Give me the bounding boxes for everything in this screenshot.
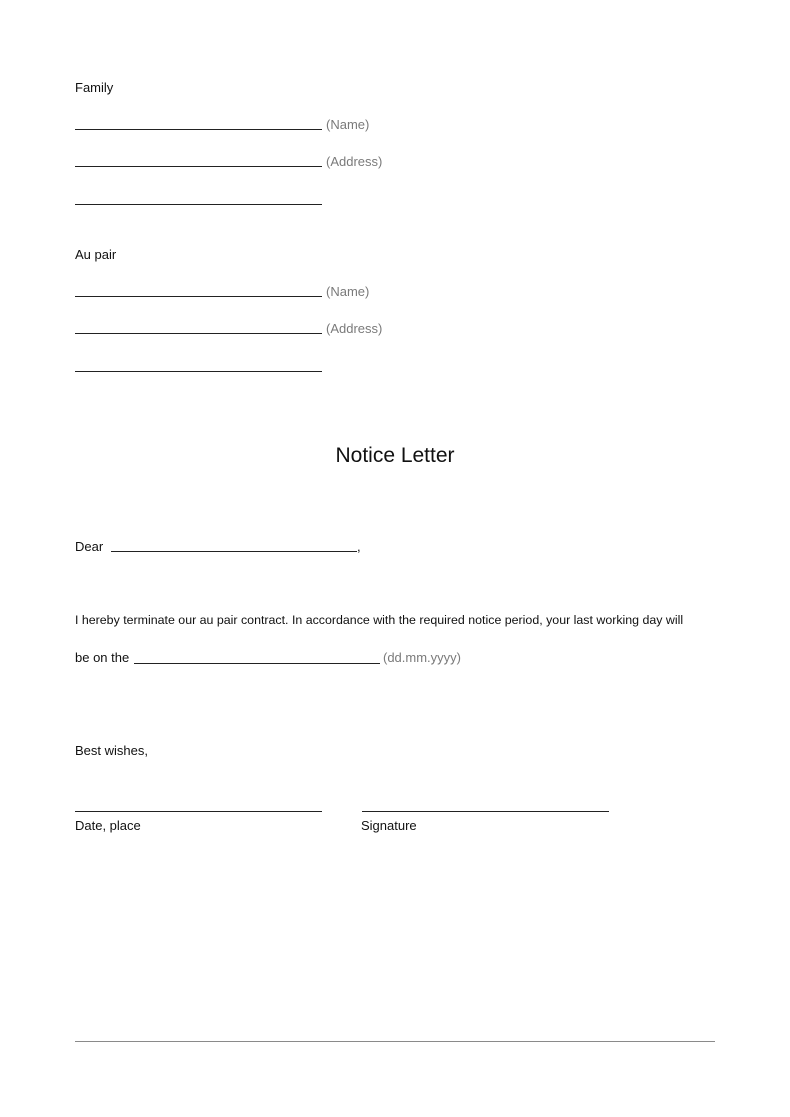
family-name-hint: (Name) [326,117,370,132]
signature-label: Signature [361,818,417,833]
closing-text: Best wishes, [75,743,148,758]
au-pair-heading: Au pair [75,247,117,262]
au-pair-address-field-2[interactable] [75,371,322,372]
page-title: Notice Letter [335,444,455,467]
salutation-comma: , [357,539,361,554]
au-pair-name-hint: (Name) [326,284,370,299]
body-text-line2: be on the [75,650,130,665]
family-name-field[interactable] [75,129,322,130]
recipient-name-field[interactable] [111,551,357,552]
au-pair-address-field[interactable] [75,333,322,334]
footer-divider [75,1041,715,1042]
date-format-hint: (dd.mm.yyyy) [383,650,461,665]
salutation-prefix: Dear [75,539,104,554]
last-working-day-field[interactable] [134,663,380,664]
body-text-line1: I hereby terminate our au pair contract. In accordance with the required notice period, your last working day will [75,613,684,627]
family-address-hint: (Address) [326,154,383,169]
au-pair-address-hint: (Address) [326,321,383,336]
family-address-field[interactable] [75,166,322,167]
date-place-field[interactable] [75,811,322,812]
signature-field[interactable] [362,811,609,812]
family-heading: Family [75,80,114,95]
family-address-field-2[interactable] [75,204,322,205]
date-place-label: Date, place [75,818,141,833]
au-pair-name-field[interactable] [75,296,322,297]
